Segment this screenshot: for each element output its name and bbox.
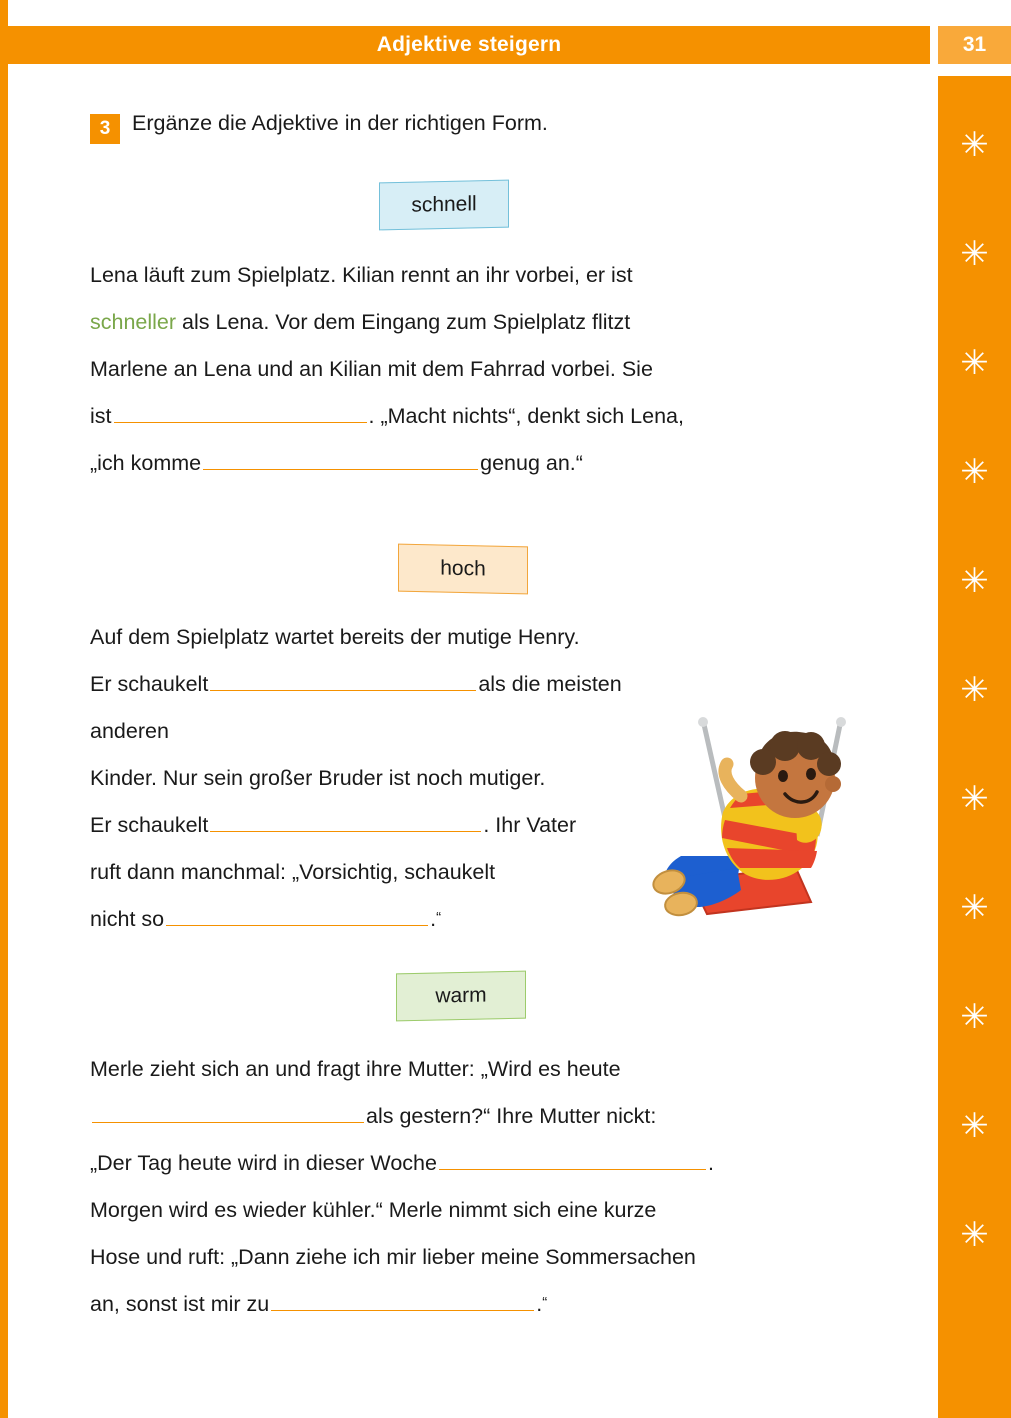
word-card-label: schnell: [411, 192, 477, 217]
text-line: Hose und ruft: „Dann ziehe ich mir lieber meine Sommersachen: [90, 1245, 696, 1269]
star-icon: ✳: [960, 126, 989, 164]
star-icon: ✳: [960, 562, 989, 600]
text-line: .: [707, 1151, 714, 1175]
text-line: Er schaukelt: [90, 672, 209, 696]
text-line: . „Macht nichts“, denkt sich Lena,: [368, 404, 684, 428]
left-edge-bar: [0, 0, 8, 1418]
star-icon: ✳: [960, 453, 989, 491]
filled-answer-schneller: schneller: [90, 310, 177, 334]
star-decoration-column: [938, 76, 1011, 1418]
text-line: Merle zieht sich an und fragt ihre Mutter: „Wird es heute: [90, 1057, 621, 1081]
word-card-schnell: [379, 180, 509, 231]
answer-blank[interactable]: [114, 398, 367, 423]
text-line: . Ihr Vater: [483, 813, 577, 837]
exercise-instruction: Ergänze die Adjektive in der richtigen Form.: [132, 111, 548, 135]
text-line: Auf dem Spielplatz wartet bereits der mutige Henry.: [90, 625, 580, 649]
answer-blank[interactable]: [210, 807, 481, 832]
text-line: als gestern?“ Ihre Mutter nickt:: [366, 1104, 657, 1128]
word-card-hoch: [398, 544, 528, 595]
exercise-number-badge: 3: [90, 114, 120, 144]
answer-blank[interactable]: [203, 445, 478, 470]
star-icon: ✳: [960, 780, 989, 818]
answer-blank[interactable]: [166, 901, 428, 926]
answer-blank[interactable]: [210, 666, 476, 691]
word-card-label: hoch: [440, 556, 486, 581]
star-icon: ✳: [960, 998, 989, 1036]
text-line: Kinder. Nur sein großer Bruder ist noch mutiger.: [90, 766, 546, 790]
child-on-swing-illustration: [645, 716, 885, 948]
text-block-schnell: [90, 252, 880, 487]
text-line: an, sonst ist mir zu: [90, 1292, 270, 1316]
text-block-hoch: [90, 614, 650, 943]
text-line: als die meisten anderen: [90, 672, 622, 743]
text-line: .: [430, 907, 437, 931]
text-line: nicht so: [90, 907, 165, 931]
star-icon: ✳: [960, 1107, 989, 1145]
text-line: Er schaukelt: [90, 813, 209, 837]
answer-blank[interactable]: [92, 1098, 364, 1123]
text-line: ruft dann manchmal: „Vorsichtig, schaukelt: [90, 860, 496, 884]
text-block-warm: [90, 1046, 880, 1328]
page-title: Adjektive steigern: [376, 33, 562, 56]
answer-blank[interactable]: [439, 1145, 706, 1170]
star-icon: ✳: [960, 344, 989, 382]
closing-quote: “: [436, 909, 442, 926]
closing-quote: “: [542, 1294, 548, 1311]
text-line: Morgen wird es wieder kühler.“ Merle nimmt sich eine kurze: [90, 1198, 657, 1222]
star-icon: ✳: [960, 671, 989, 709]
word-card-label: warm: [435, 983, 487, 1008]
star-icon: ✳: [960, 889, 989, 927]
page-number: 31: [962, 33, 987, 56]
text-line: Marlene an Lena und an Kilian mit dem Fahrrad vorbei. Sie: [90, 357, 653, 381]
text-line: genug an.“: [480, 451, 583, 475]
text-line: ist: [90, 404, 112, 428]
text-line: „ich komme: [90, 451, 202, 475]
star-icon: ✳: [960, 235, 989, 273]
exercise-heading: [90, 110, 548, 140]
answer-blank[interactable]: [271, 1286, 534, 1311]
text-line: als Lena. Vor dem Eingang zum Spielplatz flitzt: [182, 310, 631, 334]
word-card-warm: [396, 971, 526, 1022]
text-line: .: [536, 1292, 543, 1316]
page-number-box: [938, 26, 1011, 64]
text-line: Lena läuft zum Spielplatz. Kilian rennt an ihr vorbei, er ist: [90, 263, 633, 287]
star-icon: ✳: [960, 1216, 989, 1254]
page-header: [8, 26, 930, 64]
text-line: „Der Tag heute wird in dieser Woche: [90, 1151, 437, 1175]
